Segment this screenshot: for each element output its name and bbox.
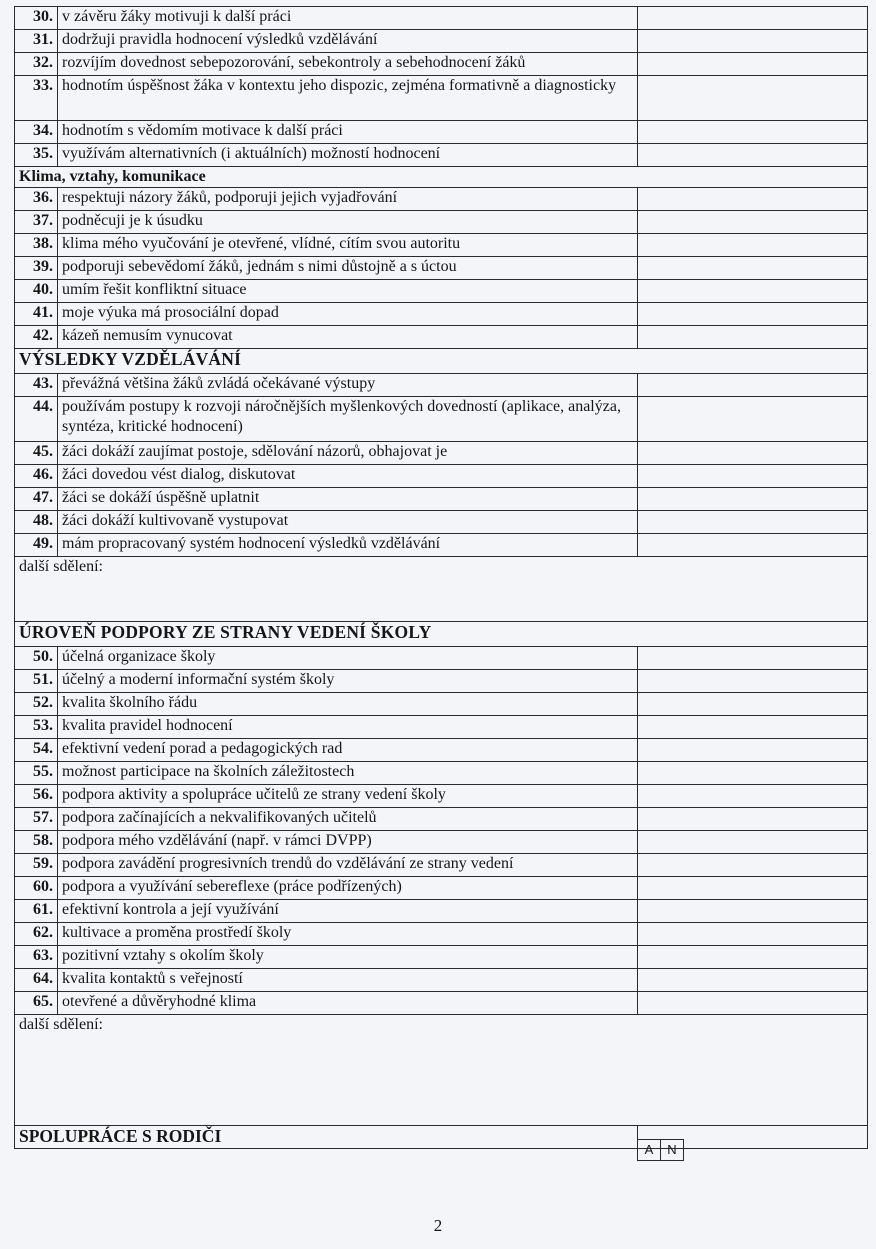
answer-cell[interactable] [638, 211, 868, 234]
question-row [15, 30, 868, 53]
question-row [15, 442, 868, 465]
question-text: otevřené a důvěryhodné klima [58, 992, 638, 1015]
section-heading-row [15, 349, 868, 374]
question-row [15, 854, 868, 877]
question-number: 42. [15, 326, 58, 349]
question-text: mám propracovaný systém hodnocení výsledků vzdělávání [58, 534, 638, 557]
answer-cell[interactable] [638, 647, 868, 670]
question-text: účelná organizace školy [58, 647, 638, 670]
answer-option-n: N [660, 1140, 683, 1160]
question-row [15, 303, 868, 326]
answer-cell[interactable] [638, 923, 868, 946]
question-row [15, 831, 868, 854]
question-number: 36. [15, 188, 58, 211]
question-number: 32. [15, 53, 58, 76]
question-row [15, 374, 868, 397]
answer-cell[interactable] [638, 854, 868, 877]
other-notes-field[interactable]: další sdělení: [15, 557, 868, 622]
question-number: 35. [15, 144, 58, 167]
question-number: 62. [15, 923, 58, 946]
question-text: žáci dovedou vést dialog, diskutovat [58, 465, 638, 488]
answer-cell[interactable] [638, 877, 868, 900]
question-row [15, 257, 868, 280]
question-text: využívám alternativních (i aktuálních) možností hodnocení [58, 144, 638, 167]
question-number: 65. [15, 992, 58, 1015]
subsection-heading: Klima, vztahy, komunikace [15, 167, 868, 188]
answer-cell[interactable] [638, 785, 868, 808]
question-text: žáci dokáží kultivovaně vystupovat [58, 511, 638, 534]
question-row [15, 76, 868, 121]
answer-cell[interactable] [638, 7, 868, 30]
page-number: 2 [433, 1216, 443, 1235]
question-number: 57. [15, 808, 58, 831]
question-row [15, 992, 868, 1015]
question-number: 63. [15, 946, 58, 969]
question-number: 47. [15, 488, 58, 511]
other-notes-field-row [15, 557, 868, 622]
question-text: podpora mého vzdělávání (např. v rámci DVPP) [58, 831, 638, 854]
question-text: klima mého vyučování je otevřené, vlídné, cítím svou autoritu [58, 234, 638, 257]
question-text: podporuji sebevědomí žáků, jednám s nimi důstojně a s úctou [58, 257, 638, 280]
answer-cell[interactable] [638, 303, 868, 326]
answer-cell[interactable] [638, 808, 868, 831]
question-number: 44. [15, 397, 58, 442]
question-number: 38. [15, 234, 58, 257]
question-number: 61. [15, 900, 58, 923]
question-number: 40. [15, 280, 58, 303]
question-text: podněcuji je k úsudku [58, 211, 638, 234]
question-number: 43. [15, 374, 58, 397]
questionnaire-table [14, 6, 868, 1149]
subsection-heading-row [15, 167, 868, 188]
question-number: 55. [15, 762, 58, 785]
question-text: podpora a využívání sebereflexe (práce podřízených) [58, 877, 638, 900]
section-heading-row [15, 622, 868, 647]
answer-cell[interactable] [638, 534, 868, 557]
answer-cell[interactable] [638, 739, 868, 762]
other-notes-field[interactable]: další sdělení: [15, 1015, 868, 1126]
answer-cell[interactable] [638, 693, 868, 716]
question-text: hodnotím úspěšnost žáka v kontextu jeho dispozic, zejména formativně a diagnosticky [58, 76, 638, 121]
answer-cell[interactable] [638, 831, 868, 854]
question-text: efektivní vedení porad a pedagogických rad [58, 739, 638, 762]
question-row [15, 739, 868, 762]
answer-cell[interactable] [638, 946, 868, 969]
question-row [15, 808, 868, 831]
question-text: respektuji názory žáků, podporuji jejich vyjadřování [58, 188, 638, 211]
question-row [15, 647, 868, 670]
question-text: rozvíjím dovednost sebepozorování, sebekontroly a sebehodnocení žáků [58, 53, 638, 76]
question-number: 58. [15, 831, 58, 854]
question-text: podpora aktivity a spolupráce učitelů ze strany vedení školy [58, 785, 638, 808]
question-row [15, 397, 868, 442]
question-row [15, 946, 868, 969]
question-number: 60. [15, 877, 58, 900]
question-text: žáci dokáží zaujímat postoje, sdělování názorů, obhajovat je [58, 442, 638, 465]
question-text: hodnotím s vědomím motivace k další práci [58, 121, 638, 144]
section-heading-row [15, 1126, 868, 1149]
question-row [15, 465, 868, 488]
question-row [15, 53, 868, 76]
answer-option-a: A [644, 1142, 654, 1157]
answer-cell[interactable] [638, 969, 868, 992]
question-text: kázeň nemusím vynucovat [58, 326, 638, 349]
answer-cell[interactable] [638, 397, 868, 442]
question-row [15, 280, 868, 303]
question-row [15, 716, 868, 739]
question-text: používám postupy k rozvoji náročnějších myšlenkových dovedností (aplikace, analýza, syntéza, kritické hodnocení) [58, 397, 638, 442]
question-row [15, 762, 868, 785]
answer-cell[interactable] [638, 234, 868, 257]
question-number: 45. [15, 442, 58, 465]
question-row [15, 211, 868, 234]
question-text: kultivace a proměna prostředí školy [58, 923, 638, 946]
section-heading: VÝSLEDKY VZDĚLÁVÁNÍ [15, 349, 868, 374]
question-text: účelný a moderní informační systém školy [58, 670, 638, 693]
question-row [15, 188, 868, 211]
question-number: 50. [15, 647, 58, 670]
question-text: umím řešit konfliktní situace [58, 280, 638, 303]
question-text: podpora začínajících a nekvalifikovaných učitelů [58, 808, 638, 831]
answer-cell[interactable] [638, 76, 868, 121]
question-text: kvalita kontaktů s veřejností [58, 969, 638, 992]
question-number: 41. [15, 303, 58, 326]
answer-cell[interactable] [638, 53, 868, 76]
question-number: 34. [15, 121, 58, 144]
question-number: 46. [15, 465, 58, 488]
question-number: 39. [15, 257, 58, 280]
question-row [15, 693, 868, 716]
question-text: možnost participace na školních záležitostech [58, 762, 638, 785]
question-text: pozitivní vztahy s okolím školy [58, 946, 638, 969]
answer-cell[interactable] [638, 670, 868, 693]
answer-cell[interactable] [638, 488, 868, 511]
question-row [15, 121, 868, 144]
question-row [15, 877, 868, 900]
question-number: 52. [15, 693, 58, 716]
question-number: 33. [15, 76, 58, 121]
question-row [15, 670, 868, 693]
answer-cell[interactable] [638, 442, 868, 465]
question-row [15, 785, 868, 808]
question-text: moje výuka má prosociální dopad [58, 303, 638, 326]
question-number: 51. [15, 670, 58, 693]
answer-cell[interactable] [638, 30, 868, 53]
question-row [15, 923, 868, 946]
answer-cell[interactable] [638, 511, 868, 534]
question-number: 53. [15, 716, 58, 739]
answer-cell[interactable] [638, 121, 868, 144]
question-number: 31. [15, 30, 58, 53]
question-number: 49. [15, 534, 58, 557]
question-row [15, 511, 868, 534]
answer-cell[interactable] [638, 465, 868, 488]
question-text: převážná většina žáků zvládá očekávané výstupy [58, 374, 638, 397]
question-number: 37. [15, 211, 58, 234]
answer-cell[interactable] [638, 257, 868, 280]
section-heading: SPOLUPRÁCE S RODIČI [15, 1126, 638, 1149]
other-notes-field-row [15, 1015, 868, 1126]
question-number: 54. [15, 739, 58, 762]
question-text: podpora zavádění progresivních trendů do vzdělávání ze strany vedení [58, 854, 638, 877]
question-row [15, 488, 868, 511]
question-row [15, 326, 868, 349]
answer-cell[interactable] [638, 144, 868, 167]
question-text: žáci se dokáží úspěšně uplatnit [58, 488, 638, 511]
question-number: 59. [15, 854, 58, 877]
answer-cell[interactable] [638, 374, 868, 397]
section-heading: ÚROVEŇ PODPORY ZE STRANY VEDENÍ ŠKOLY [15, 622, 868, 647]
answer-cell[interactable] [638, 716, 868, 739]
answer-cell[interactable] [638, 992, 868, 1015]
answer-header [637, 1139, 684, 1161]
question-number: 48. [15, 511, 58, 534]
question-row [15, 900, 868, 923]
answer-cell[interactable] [638, 900, 868, 923]
question-text: efektivní kontrola a její využívání [58, 900, 638, 923]
question-row [15, 144, 868, 167]
question-row [15, 7, 868, 30]
question-number: 30. [15, 7, 58, 30]
question-number: 64. [15, 969, 58, 992]
question-text: v závěru žáky motivuji k další práci [58, 7, 638, 30]
question-text: kvalita školního řádu [58, 693, 638, 716]
question-row [15, 969, 868, 992]
answer-cell[interactable] [638, 280, 868, 303]
answer-cell[interactable] [638, 326, 868, 349]
answer-cell[interactable] [638, 762, 868, 785]
question-row [15, 534, 868, 557]
question-number: 56. [15, 785, 58, 808]
answer-cell[interactable] [638, 188, 868, 211]
question-text: dodržuji pravidla hodnocení výsledků vzdělávání [58, 30, 638, 53]
question-text: kvalita pravidel hodnocení [58, 716, 638, 739]
question-row [15, 234, 868, 257]
